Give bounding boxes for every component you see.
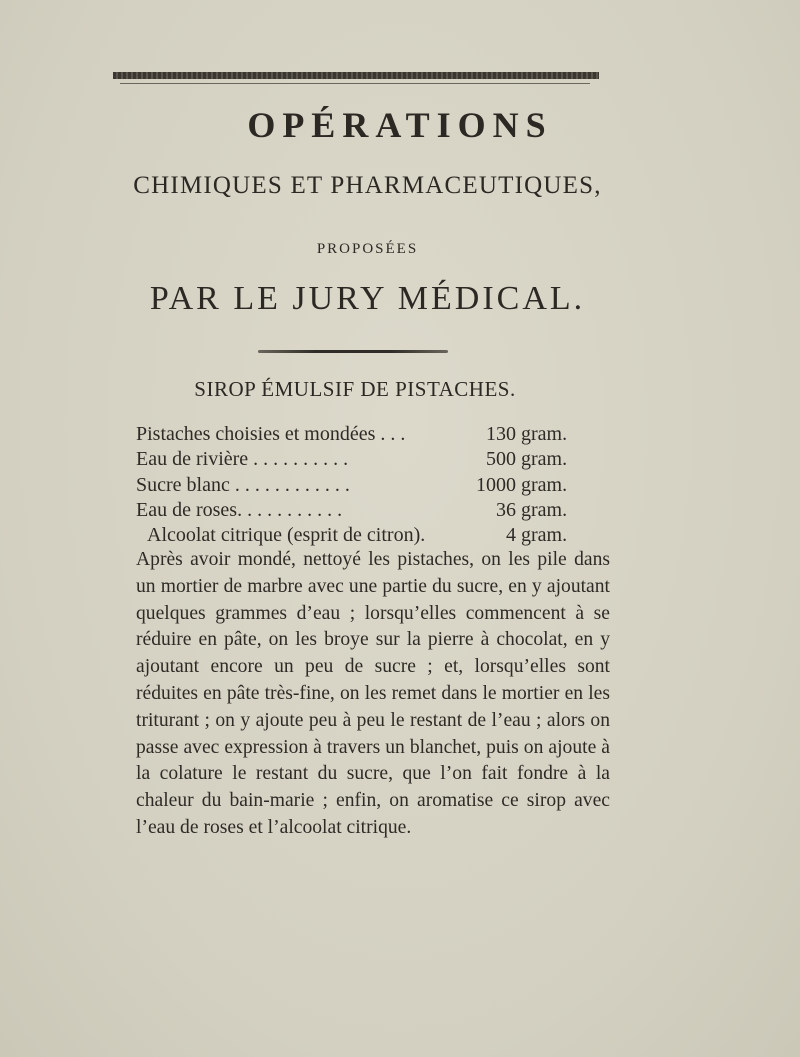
- main-title: OPÉRATIONS: [247, 105, 553, 145]
- jury-line: PAR LE JURY MÉDICAL.: [149, 280, 586, 317]
- instructions-paragraph: [136, 547, 610, 842]
- ingredient-name: Eau de roses. . . . . . . . . . .: [136, 499, 343, 521]
- ingredient-name: Pistaches choisies et mondées . . .: [136, 423, 406, 445]
- middle-rule: [258, 350, 448, 353]
- ingredient-quantity: 36 gram.: [496, 499, 568, 521]
- ingredient-quantity: 1000 gram.: [476, 474, 568, 496]
- instructions-text: Après avoir mondé, nettoyé les pistaches, on les pile dans un mortier de marbre avec une partie du sucre, en y ajoutant quelques grammes d’eau ; lorsqu’elles commencent à se réduire en pâte, on les broye sur la pierre à chocolat, en y ajoutant encore un peu de sucre ; et, lorsqu’elles sont réduites en pâte très-fine, on les remet dans le mortier en les triturant ; on y ajoute peu à peu le restant de l’eau ; alors on passe avec expression à travers un blanchet, puis on ajoute à la colature le restant du sucre, que l’on fait fondre à la chaleur du bain-marie ; enfin, on aromatise ce sirop avec l’eau de roses et l’alcoolat citrique.: [136, 549, 610, 838]
- subtitle: CHIMIQUES ET PHARMACEUTIQUES,: [133, 172, 602, 199]
- top-thin-rule: [120, 83, 590, 84]
- ingredient-quantity: 130 gram.: [486, 423, 568, 445]
- ingredient-name: Alcoolat citrique (esprit de citron).: [147, 524, 426, 546]
- ingredient-name: Eau de rivière . . . . . . . . . .: [136, 448, 349, 470]
- top-ornamental-rule: [113, 72, 599, 79]
- ingredient-name: Sucre blanc . . . . . . . . . . . .: [136, 474, 350, 496]
- ingredient-quantity: 500 gram.: [486, 448, 568, 470]
- ingredient-quantity: 4 gram.: [506, 524, 568, 546]
- proposees-line: PROPOSÉES: [316, 241, 419, 257]
- recipe-title: SIROP ÉMULSIF DE PISTACHES.: [194, 377, 516, 401]
